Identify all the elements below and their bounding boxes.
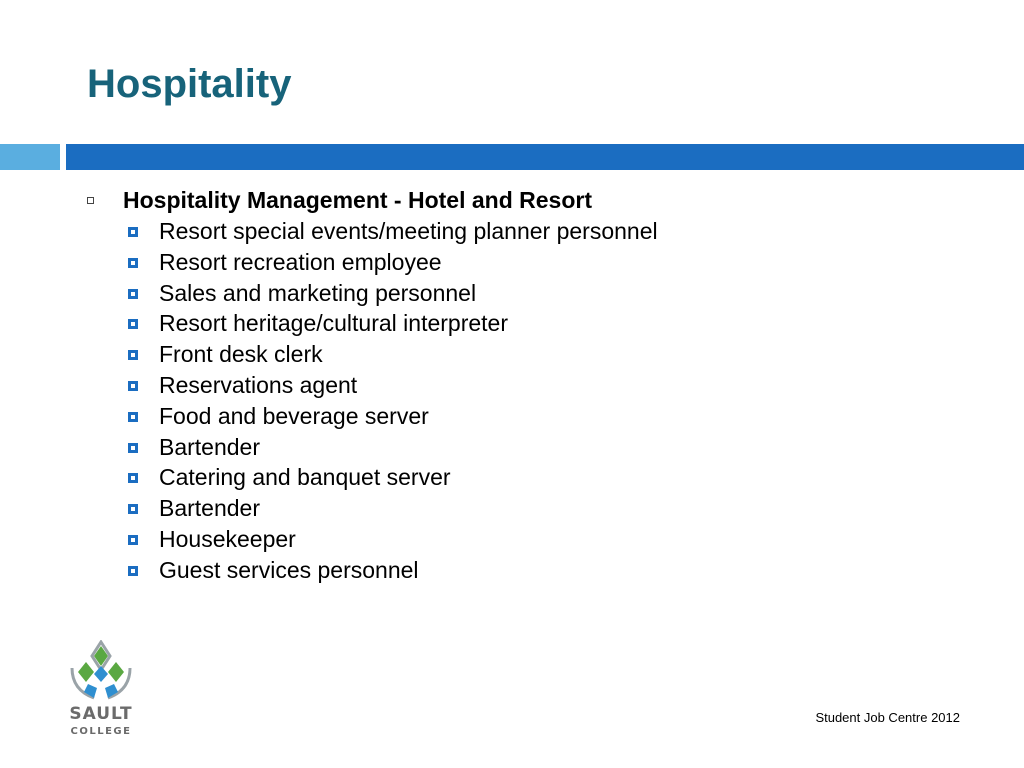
hollow-square-icon	[87, 197, 94, 204]
list-item-text: Food and beverage server	[159, 402, 429, 429]
list-item	[0, 432, 1024, 463]
filled-square-icon	[128, 319, 138, 329]
list-item-text: Reservations agent	[159, 371, 358, 398]
slide-content	[0, 185, 1024, 586]
list-item	[0, 493, 1024, 524]
list-item	[0, 247, 1024, 278]
list-item	[0, 524, 1024, 555]
filled-square-icon	[128, 258, 138, 268]
list-item-text: Resort heritage/cultural interpreter	[159, 310, 508, 337]
list-item	[0, 462, 1024, 493]
header-band-dark	[66, 144, 1024, 170]
sault-college-logo	[64, 640, 138, 742]
filled-square-icon	[128, 227, 138, 237]
list-item-text: Guest services personnel	[159, 556, 419, 583]
filled-square-icon	[128, 443, 138, 453]
header-band-light	[0, 144, 60, 170]
filled-square-icon	[128, 535, 138, 545]
logo-text-college: COLLEGE	[70, 726, 132, 737]
filled-square-icon	[128, 289, 138, 299]
filled-square-icon	[128, 473, 138, 483]
list-item-text: Resort recreation employee	[159, 248, 442, 275]
filled-square-icon	[128, 566, 138, 576]
list-item	[0, 216, 1024, 247]
list-item-text: Sales and marketing personnel	[159, 279, 477, 306]
filled-square-icon	[128, 412, 138, 422]
slide-title: Hospitality	[87, 62, 292, 106]
list-item-text: Catering and banquet server	[159, 464, 451, 491]
list-item	[0, 339, 1024, 370]
list-item	[0, 401, 1024, 432]
filled-square-icon	[128, 350, 138, 360]
heading-text: Hospitality Management - Hotel and Resort	[123, 187, 593, 213]
filled-square-icon	[128, 504, 138, 514]
list-item	[0, 278, 1024, 309]
list-item-text: Front desk clerk	[159, 341, 323, 368]
list-item-text: Resort special events/meeting planner personnel	[159, 218, 658, 244]
list-item-text: Bartender	[159, 433, 261, 460]
filled-square-icon	[128, 381, 138, 391]
heading-item	[0, 185, 1024, 216]
list-item	[0, 308, 1024, 339]
list-item-text: Bartender	[159, 495, 261, 522]
list-item-text: Housekeeper	[159, 525, 296, 552]
footer-text: Student Job Centre 2012	[815, 710, 960, 725]
job-list	[0, 216, 1024, 586]
sault-college-logo-icon	[64, 640, 138, 704]
list-item	[0, 370, 1024, 401]
list-item	[0, 555, 1024, 586]
logo-text-sault: SAULT	[69, 704, 133, 724]
